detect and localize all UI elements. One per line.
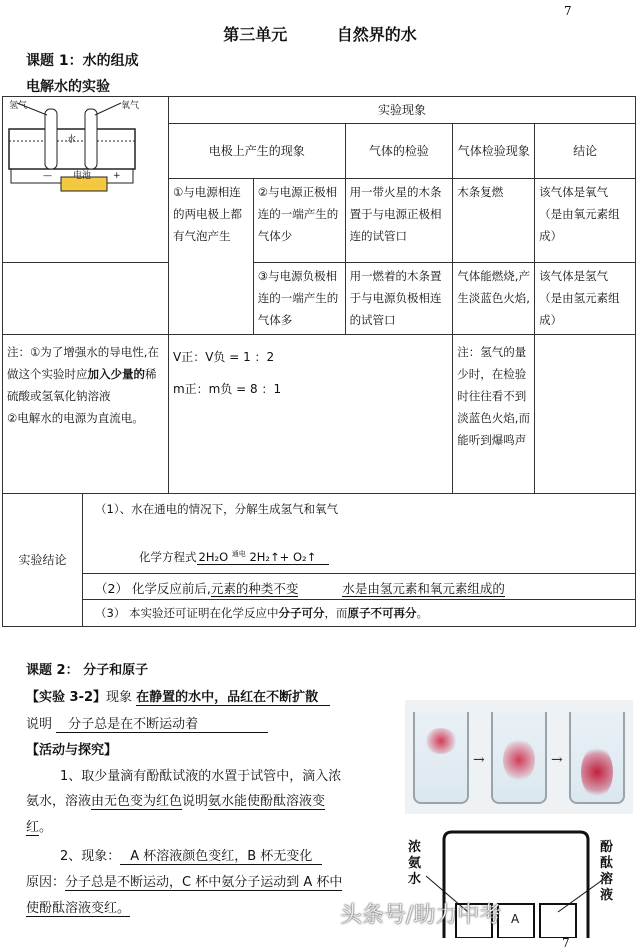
cell-concl-pos: 该气体是氧气（是由氧元素组成） [535, 179, 636, 263]
conclusion-equation [139, 549, 329, 565]
cell-result-pos: 木条复燃 [453, 179, 535, 263]
page-title [0, 22, 640, 45]
cell-note [3, 335, 169, 494]
battery-label: 电池 [73, 171, 92, 181]
section1-heading: 电解水的实验 [26, 79, 110, 95]
activity-p2 [60, 845, 322, 864]
activity-cause [26, 871, 342, 890]
p1c-red: 红 [26, 820, 40, 835]
l2-water-composition: 水是由氢元素和氧元素组成的 [342, 581, 505, 596]
l3-mid: ，而 [324, 606, 348, 620]
activity-p1b [26, 790, 325, 809]
cell-electrode-neg: ③与电源负极相连的一端产生的气体多 [253, 263, 345, 335]
phenolphthalein-label: 酚酞溶液 [600, 840, 614, 903]
p1b-prefix: 氨水，溶液 [26, 794, 92, 809]
exp32-phenomenon: 在静置的水中，品红在不断扩散 [136, 690, 330, 706]
conclusion-line2 [95, 579, 505, 597]
o2-label: 氧气 [121, 101, 140, 111]
arrow-icon-2: → [551, 752, 563, 768]
header-gas-test: 气体的检验 [345, 124, 453, 179]
divider [83, 573, 635, 574]
exp32-label: 现象 [106, 690, 133, 705]
exp32-explain-text: 分子总是在不断运动着 [56, 717, 268, 733]
conclusion-line3 [95, 605, 428, 621]
p1c-end: 。 [39, 820, 53, 835]
l3-atom-indivisible: 原子不可再分 [347, 606, 417, 620]
cell-electrode-both: ①与电源相连的两电极上都有气泡产生 [168, 179, 253, 335]
eq-products: 2H₂↑+ O₂↑ [249, 550, 317, 564]
beaker-3-icon [569, 712, 625, 804]
eq-condition: 通电 [231, 550, 246, 559]
experiment-table [2, 96, 636, 494]
header-test-result: 气体检验现象 [453, 124, 535, 179]
p1b-explain: 氨水能使酚酞溶液变 [208, 794, 326, 809]
unit-title: 第三单元 [223, 25, 288, 44]
header-conclusion: 结论 [535, 124, 636, 179]
note-bold: 加入少量的 [87, 367, 145, 381]
ammonia-label: 浓氨水 [408, 840, 422, 887]
plus-label: + [113, 171, 121, 181]
cause-text2: 使酚酞溶液变红。 [26, 901, 131, 916]
cell-test-pos: 用一带火星的木条置于与电源正极相连的试管口 [345, 179, 453, 263]
header-electrode: 电极上产生的现象 [168, 124, 345, 179]
ratio-volume: V正：V负 = 1 ：2 [172, 350, 275, 364]
p2-phenomenon: A 杯溶液颜色变红，B 杯无变化 [120, 849, 322, 865]
note-rest: 稀硫酸或氢氧化钠溶液 [7, 367, 157, 403]
exp32-explain [26, 713, 268, 732]
unit-name: 自然界的水 [336, 25, 417, 44]
cause-text1: 分子总是不断运动，C 杯中氨分子运动到 A 杯中 [65, 875, 343, 890]
exp32-explain-label: 说明 [26, 717, 53, 732]
header-phenomena: 实验现象 [168, 97, 635, 124]
cause-prefix: 原因： [26, 875, 66, 890]
minus-label: — [43, 171, 52, 181]
lesson2-heading: 课题 2： 分子和原子 [26, 663, 149, 678]
water-label: 水 [67, 135, 77, 145]
activity-p1c [26, 816, 52, 835]
conclusion-label: 实验结论 [3, 493, 83, 626]
p2-prefix: 2、现象： [60, 849, 121, 864]
p1b-color-change: 由无色变为红色 [91, 794, 183, 809]
note-dc: ②电解水的电源为直流电。 [7, 411, 144, 425]
exp32-tag: 【实验 3-2】 [26, 690, 107, 705]
cell-blank [535, 335, 636, 494]
page-number-bottom: 7 [562, 936, 570, 950]
p1b-explain-label: 说明 [182, 794, 209, 809]
diffusion-photo [405, 700, 633, 814]
h2-label: 氢气 [9, 101, 28, 111]
conclusion-section [2, 493, 636, 627]
l2-prefix: （2） 化学反应前后, [95, 581, 211, 596]
lesson1-heading: 课题 1：水的组成 [26, 53, 139, 69]
cup-a-label: A [511, 912, 520, 926]
page-number-top: 7 [564, 4, 572, 18]
beaker-2-icon [491, 712, 547, 804]
ratio-mass: m正：m负 = 8 ：1 [172, 382, 282, 396]
eq-reactant: 2H₂O [198, 550, 229, 564]
cell-diagram-blank [3, 263, 169, 335]
activity-cause2 [26, 897, 130, 916]
cell-electrode-pos: ②与电源正极相连的一端产生的气体少 [253, 179, 345, 263]
electrolysis-diagram [3, 97, 169, 263]
l3-molecule-divisible: 分子可分 [278, 606, 325, 620]
l2-element-unchanged: 元素的种类不变 [210, 581, 299, 596]
cell-ratios [168, 335, 452, 494]
conclusion-line1: （1）、水在通电的情况下，分解生成氢气和氧气 [95, 502, 339, 516]
eq-prefix: 化学方程式 [139, 550, 197, 564]
note-prefix: 注：①为了增强水的导电性,在做这个实验时应 [7, 345, 159, 381]
activity-tag: 【活动与探究】 [26, 743, 118, 758]
cell-note-h2: 注：氢气的量少时，在检验时往往看不到淡蓝色火焰,而能听到爆鸣声 [453, 335, 535, 494]
watermark: 头条号/助力中考 [340, 903, 502, 928]
l3-end: 。 [416, 606, 428, 620]
divider2 [83, 599, 635, 600]
cell-concl-neg: 该气体是氢气（是由氢元素组成） [535, 263, 636, 335]
cell-result-neg: 气体能燃烧,产生淡蓝色火焰, [453, 263, 535, 335]
l3-prefix: （3） 本实验还可证明在化学反应中 [95, 606, 279, 620]
cell-test-neg: 用一燃着的木条置于与电源负极相连的试管口 [345, 263, 453, 335]
arrow-icon: → [473, 752, 485, 768]
beaker-1-icon [413, 712, 469, 804]
activity-p1a: 1、取少量滴有酚酞试液的水置于试管中，滴入浓 [60, 769, 342, 784]
exp32-line [26, 686, 330, 705]
